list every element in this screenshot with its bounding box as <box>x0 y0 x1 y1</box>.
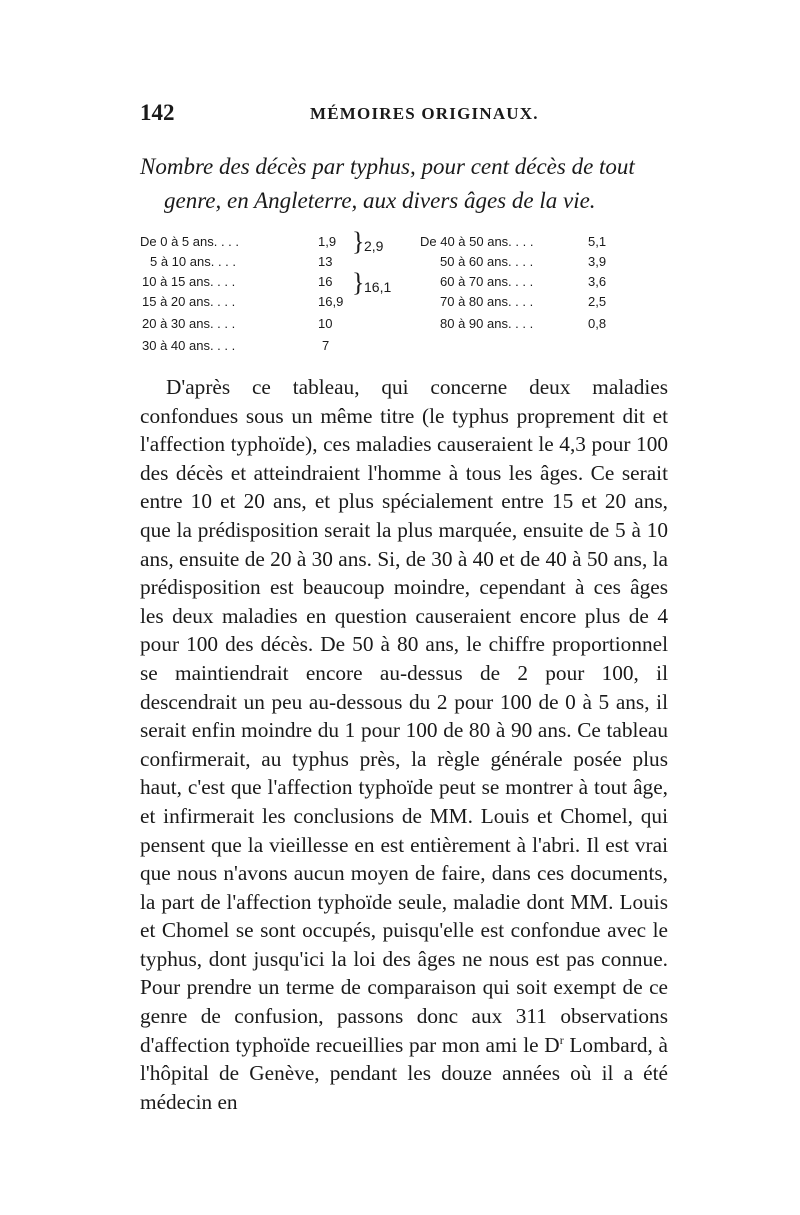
page-number: 142 <box>140 100 175 125</box>
death-percent: 1,9 <box>318 234 337 249</box>
age-range: 50 à 60 ans. . . . <box>440 254 534 269</box>
age-range: 15 à 20 ans. . . . <box>142 294 236 309</box>
death-percent: 2,5 <box>588 294 607 309</box>
age-range: 30 à 40 ans. . . . <box>142 338 236 353</box>
table-caption <box>140 150 680 218</box>
death-percent: 7 <box>322 338 330 353</box>
death-percent: 0,8 <box>588 316 607 331</box>
death-percent: 16,9 <box>318 294 344 309</box>
table-row <box>420 292 680 312</box>
age-range: 60 à 70 ans. . . . <box>440 274 534 289</box>
brace: } <box>352 227 365 256</box>
age-table <box>140 227 680 362</box>
age-range: De 40 à 50 ans. . . . <box>420 234 534 249</box>
table-row <box>420 252 680 272</box>
page-header <box>140 100 660 130</box>
superscript: r <box>559 1032 564 1047</box>
running-head: MÉMOIRES ORIGINAUX. <box>310 104 539 123</box>
death-percent: 3,9 <box>588 254 607 269</box>
table-row <box>420 232 680 252</box>
paragraph-text: D'après ce tableau, qui concerne deux maladies confondues sous un même titre (le typhus proprement dit et l'affection typhoïde), ces maladies causeraient le 4,3 pour 100 des décès et atteindraient l'homme à tous les âges. Ce serait entre 10 et 20 ans, et plus spécialement entre 15 et 20 ans, que la prédisposition serait la plus marquée, ensuite de 5 à 10 ans, ensuite de 20 à 30 ans. Si, de 30 à 40 et de 40 à 50 ans, la prédisposition est beaucoup moindre, cependant à ces âges les deux maladies en question causeraient encore plus de 4 pour 100 des décès. De 50 à 80 ans, le chiffre proportionnel se maintiendrait encore au-dessus de 2 pour 100, il descendrait un peu au-dessous du 2 pour 100 de 0 à 5 ans, il serait enfin moindre du 1 pour 100 de 80 à 90 ans. Ce tableau confirmerait, au typhus près, la règle générale posée plus haut, c'est que l'affection typhoïde peut se montrer à tout âge, et infirmerait les conclusions de MM. Louis et Chomel, qui pensent que la vieillesse en est entièrement à l'abri. Il est vrai que nous n'avons aucun moyen de faire, dans ces documents, la part de l'affection typhoïde seule, maladie dont MM. Louis et Chomel se sont occupés, puisqu'elle est confondue avec le typhus, dont jusqu'ici la loi des âges ne nous est pas connue. Pour prendre un terme de comparaison qui soit exempt de ce genre de confusion, passons donc aux 311 observations d'affection typhoïde recueillies par mon ami le D <box>140 375 668 1057</box>
table-row <box>140 314 400 334</box>
merged-value: 16,1 <box>364 279 392 295</box>
age-range: 80 à 90 ans. . . . <box>440 316 534 331</box>
paragraph-end: Lombard, à l'hôpital de Genève, pendant les douze années où il a été médecin en <box>140 1032 668 1114</box>
table-row <box>140 336 400 356</box>
death-percent: 10 <box>318 316 333 331</box>
age-range: De 0 à 5 ans. . . . <box>140 234 239 249</box>
body-text <box>140 373 668 1116</box>
death-percent: 13 <box>318 254 333 269</box>
brace: } <box>352 268 365 297</box>
age-range: 5 à 10 ans. . . . <box>150 254 236 269</box>
age-range: 70 à 80 ans. . . . <box>440 294 534 309</box>
merged-value: 2,9 <box>364 238 384 254</box>
table-row <box>420 314 680 334</box>
table-row <box>420 272 680 292</box>
caption-line-1: Nombre des décès par typhus, pour cent décès de tout <box>140 154 635 179</box>
death-percent: 3,6 <box>588 274 607 289</box>
death-percent: 5,1 <box>588 234 607 249</box>
age-range: 20 à 30 ans. . . . <box>142 316 236 331</box>
age-range: 10 à 15 ans. . . . <box>142 274 236 289</box>
death-percent: 16 <box>318 274 333 289</box>
caption-line-2: genre, en Angleterre, aux divers âges de la vie. <box>164 188 596 213</box>
paragraph <box>140 373 668 1116</box>
